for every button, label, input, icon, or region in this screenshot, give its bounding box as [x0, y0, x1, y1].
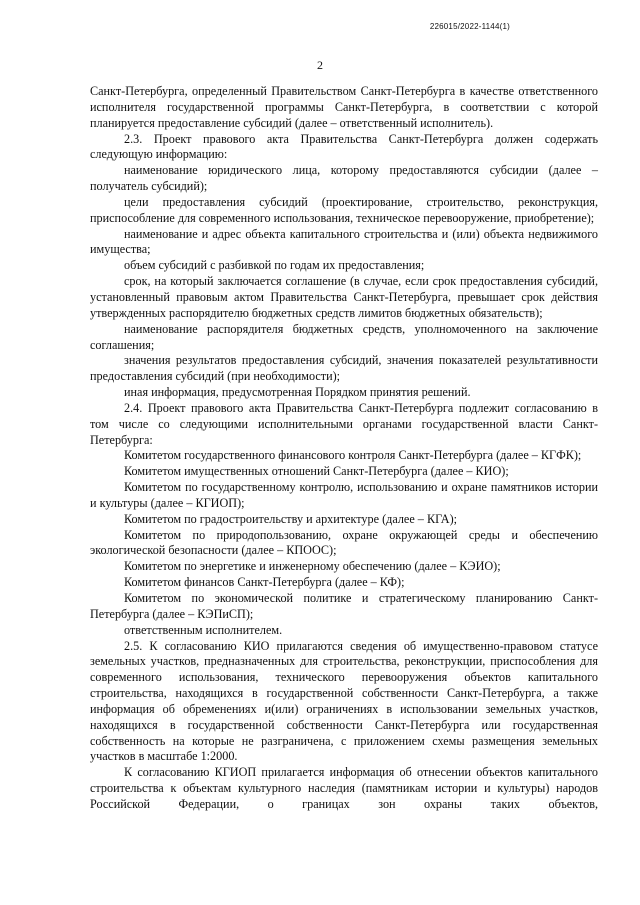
document-body	[90, 84, 598, 813]
paragraph-2-5: 2.5. К согласованию КИО прилагаются сведения об имущественно-правовом статусе земельных участков, предназначенных для строительства, реконструкции, приспособления для современного использования, технического перевооружения объектов капитального строительства, находящихся в государственной собственности Санкт-Петербурга, а также информация об обременениях и(или) ограничениях в использовании земельных участков, находящихся в государственной собственности Санкт-Петербурга или государственная собственность на которые не разграничена, с приложением схемы размещения земельных участков в масштабе 1:2000.	[90, 638, 598, 764]
paragraph-2-3: 2.3. Проект правового акта Правительства Санкт-Петербурга должен содержать следующую информацию:	[90, 131, 598, 162]
list-item-other: иная информация, предусмотренная Порядком принятия решений.	[124, 385, 471, 400]
committee-kepisp: Комитетом по экономической политике и стратегическому планированию Санкт-Петербурга (далее – КЭПиСП);	[90, 591, 598, 621]
committee-kpoos: Комитетом по природопользованию, охране окружающей среды и обеспечению экологической безопасности (далее – КПООС);	[90, 527, 598, 558]
committee-kio: Комитетом имущественных отношений Санкт-Петербурга (далее – КИО);	[124, 464, 509, 479]
document-registration-number: 226015/2022-1144(1)	[429, 22, 510, 31]
paragraph-kgiop-attachment: К согласованию КГИОП прилагается информация об отнесении объектов капитального строительства к объектам культурного наследия (памятникам истории и культуры) народов Российской Федерации, о границах зон охраны таких объектов,	[90, 765, 598, 811]
list-item-volume: объем субсидий с разбивкой по годам их предоставления;	[124, 258, 425, 273]
list-item-goals: цели предоставления субсидий (проектирование, строительство, реконструкция, приспособление для современного использования, техническое перевооружение, приобретение);	[90, 194, 598, 225]
committee-kf: Комитетом финансов Санкт-Петербурга (далее – КФ);	[124, 575, 405, 590]
list-item-budget-manager: наименование распорядителя бюджетных средств, уполномоченного на заключение соглашения;	[90, 321, 598, 352]
committee-kga: Комитетом по градостроительству и архитектуре (далее – КГА);	[124, 511, 458, 526]
paragraph-responsible-executor: Санкт-Петербурга, определенный Правительством Санкт-Петербурга в качестве ответственного исполнителя государственной программы Санкт-Петербурга, в соответствии с которой планируется предоставление субсидий (далее – ответственный исполнитель).	[90, 84, 598, 130]
list-item-results: значения результатов предоставления субсидий, значения показателей результативности предоставления субсидий (при необходимости);	[90, 353, 598, 384]
committee-kgiop: Комитетом по государственному контролю, использованию и охране памятников истории и культуры (далее – КГИОП);	[90, 480, 598, 510]
list-item-object: наименование и адрес объекта капитального строительства и (или) объекта недвижимого имущества;	[90, 226, 598, 257]
committee-kgfk: Комитетом государственного финансового контроля Санкт-Петербурга (далее – КГФК);	[124, 448, 582, 463]
committee-keio: Комитетом по энергетике и инженерному обеспечению (далее – КЭИО);	[124, 559, 501, 574]
list-item-responsible-executor: ответственным исполнителем.	[124, 622, 283, 637]
list-item-term: срок, на который заключается соглашение (в случае, если срок предоставления субсидий, установленный правовым актом Правительства Санкт-Петербурга, превышает срок действия утвержденных распорядителю бюджетных средств лимитов бюджетных обязательств);	[90, 274, 598, 320]
paragraph-2-4: 2.4. Проект правового акта Правительства Санкт-Петербурга подлежит согласованию в том числе со следующими исполнительными органами государственной власти Санкт-Петербурга:	[90, 400, 598, 447]
list-item-recipient: наименование юридического лица, которому предоставляются субсидии (далее – получатель субсидий);	[90, 163, 598, 194]
page-number: 2	[317, 58, 323, 72]
